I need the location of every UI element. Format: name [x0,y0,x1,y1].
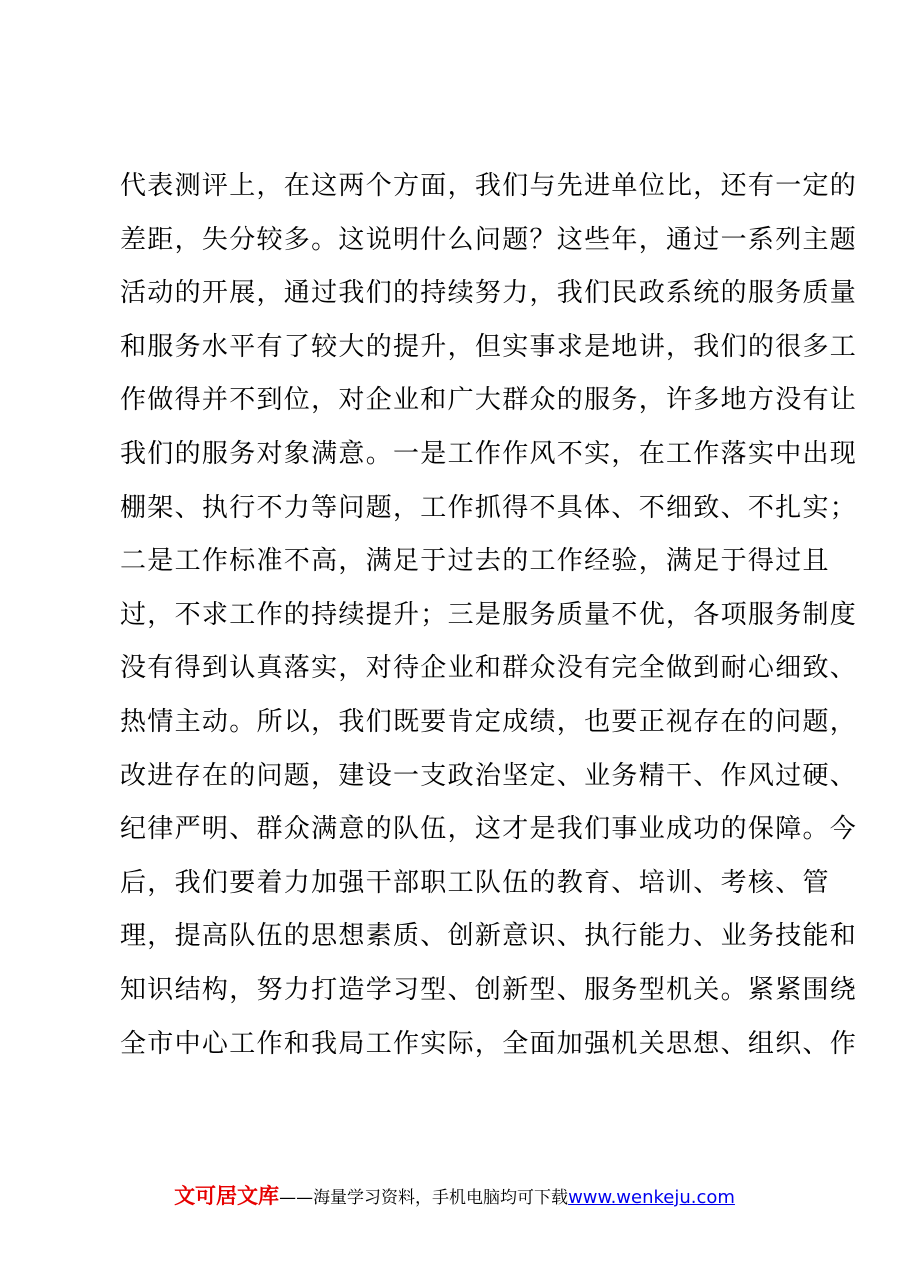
text-line: 没有得到认真落实，对待企业和群众没有完全做到耐心细致、 [120,653,858,684]
text-line: 活动的开展，通过我们的持续努力，我们民政系统的服务质量 [120,278,858,309]
text-line: 代表测评上，在这两个方面，我们与先进单位比，还有一定的 [120,171,858,201]
footer-website-link[interactable]: www.wenkeju.com [568,1187,735,1208]
footer-tagline: ——海量学习资料，手机电脑均可下载 [279,1188,569,1208]
text-line: 纪律严明、群众满意的队伍，这才是我们事业成功的保障。今 [120,814,858,845]
page-footer [0,1180,909,1210]
body-paragraph [120,160,858,1071]
text-line: 改进存在的问题，建设一支政治坚定、业务精干、作风过硬、 [120,760,858,791]
text-line: 棚架、执行不力等问题，工作抓得不具体、不细致、不扎实； [120,492,858,523]
text-line: 过，不求工作的持续提升；三是服务质量不优，各项服务制度 [120,599,858,630]
text-line: 二是工作标准不高，满足于过去的工作经验，满足于得过且 [120,546,830,577]
footer-brand: 文可居文库 [174,1184,280,1208]
text-line: 知识结构，努力打造学习型、创新型、服务型机关。紧紧围绕 [120,974,858,1005]
text-line: 和服务水平有了较大的提升，但实事求是地讲，我们的很多工 [120,331,858,362]
text-line: 全市中心工作和我局工作实际，全面加强机关思想、组织、作 [120,1028,858,1059]
text-line: 后，我们要着力加强干部职工队伍的教育、培训、考核、管 [120,867,830,898]
text-line: 差距，失分较多。这说明什么问题？这些年，通过一系列主题 [120,224,858,255]
text-line: 我们的服务对象满意。一是工作作风不实，在工作落实中出现 [120,438,858,469]
text-line: 理，提高队伍的思想素质、创新意识、执行能力、业务技能和 [120,921,858,952]
text-line: 作做得并不到位，对企业和广大群众的服务，许多地方没有让 [120,385,858,416]
text-line: 热情主动。所以，我们既要肯定成绩，也要正视存在的问题， [120,706,858,737]
